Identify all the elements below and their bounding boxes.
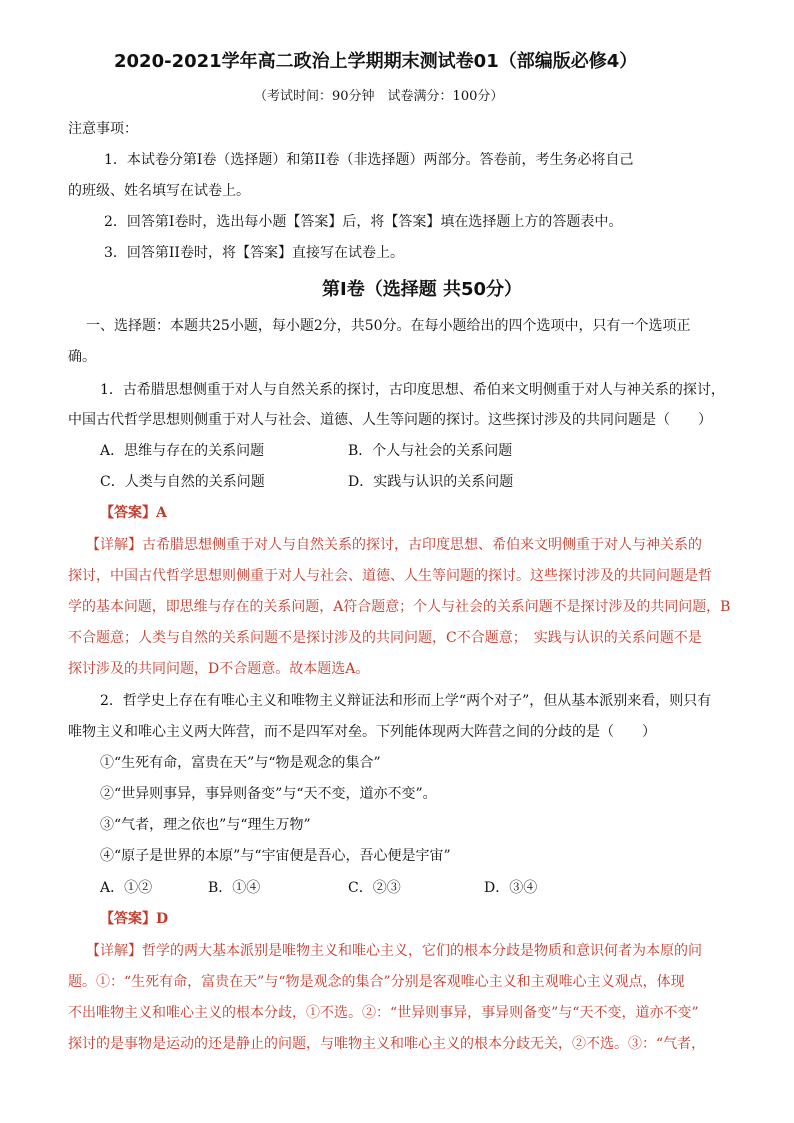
- explanation-line: 不合题意；人类与自然的关系问题不是探讨涉及的共同问题，C不合题意； 实践与认识的关系问题不是: [68, 630, 702, 646]
- notice-line: 的班级、姓名填写在试卷上。: [68, 183, 250, 199]
- statement-item: ③“气者，理之依也”与“理生万物”: [100, 817, 311, 833]
- statement-item: ①“生死有命，富贵在天”与“物是观念的集合”: [100, 755, 381, 771]
- explanation-line: 【详解】哲学的两大基本派别是唯物主义和唯心主义，它们的根本分歧是物质和意识何者为本原的问: [86, 943, 702, 959]
- explanation-line: 题。①：“生死有命，富贵在天”与“物是观念的集合”分别是客观唯心主义和主观唯心主义观点，体现: [68, 974, 685, 990]
- option-b: B．个人与社会的关系问题: [348, 443, 513, 459]
- explanation-line: 探讨的是事物是运动的还是静止的问题，与唯物主义和唯心主义的根本分歧无关，②不选。③：“气者，: [68, 1036, 706, 1052]
- question-stem: 中国古代哲学思想则侧重于对人与社会、道德、人生等问题的探讨。这些探讨涉及的共同问题是（ ）: [68, 412, 712, 428]
- option-b: B．①④: [208, 880, 261, 896]
- option-d: D．实践与认识的关系问题: [348, 474, 514, 490]
- option-c: C．②③: [348, 880, 401, 896]
- statement-item: ④“原子是世界的本原”与“宇宙便是吾心，吾心便是宇宙”: [100, 848, 451, 864]
- explanation-line: 【详解】古希腊思想侧重于对人与自然关系的探讨，古印度思想、希伯来文明侧重于对人与神关系的: [86, 537, 702, 553]
- option-c: C．人类与自然的关系问题: [100, 474, 265, 490]
- option-a: A．①②: [100, 880, 153, 896]
- answer-label: 【答案】D: [100, 911, 169, 927]
- instruction-line: 确。: [68, 349, 96, 365]
- explanation-line: 探讨涉及的共同问题，D不合题意。故本题选A。: [68, 661, 370, 677]
- instruction-line: 一、选择题：本题共25小题，每小题2分，共50分。在每小题给出的四个选项中，只有一个选项正: [86, 318, 691, 334]
- question-stem: 2．哲学史上存在有唯心主义和唯物主义辩证法和形而上学“两个对子”，但从基本派别来看，则只有: [100, 693, 712, 709]
- answer-label: 【答案】A: [100, 505, 167, 521]
- explanation-line: 探讨，中国古代哲学思想则侧重于对人与社会、道德、人生等问题的探讨。这些探讨涉及的共同问题是哲: [68, 568, 712, 584]
- option-a: A．思维与存在的关系问题: [100, 443, 265, 459]
- question-stem: 1．古希腊思想侧重于对人与自然关系的探讨，古印度思想、希伯来文明侧重于对人与神关系的探讨，: [100, 382, 725, 398]
- explanation-line: 学的基本问题，即思维与存在的关系问题，A符合题意；个人与社会的关系问题不是探讨涉及的共同问题，B: [68, 599, 731, 615]
- explanation-line: 不出唯物主义和唯心主义的根本分歧，①不选。②：“世异则事异，事异则备变”与“天不变，道亦不变”: [68, 1005, 699, 1021]
- question-stem: 唯物主义和唯心主义两大阵营，而不是四军对垒。下列能体现两大阵营之间的分歧的是（ ）: [68, 724, 656, 740]
- notice-line: 3．回答第II卷时，将【答案】直接写在试卷上。: [104, 245, 404, 261]
- section-title: 第I卷（选择题 共50分）: [322, 279, 523, 300]
- notice-heading: 注意事项：: [68, 121, 138, 137]
- statement-item: ②“世异则事异，事异则备变”与“天不变，道亦不变”。: [100, 786, 437, 802]
- page-title: 2020-2021学年高二政治上学期期末测试卷01（部编版必修4）: [114, 51, 638, 72]
- notice-line: 1．本试卷分第I卷（选择题）和第II卷（非选择题）两部分。答卷前，考生务必将自己: [104, 152, 634, 168]
- notice-line: 2．回答第I卷时，选出每小题【答案】后，将【答案】填在选择题上方的答题表中。: [104, 214, 623, 230]
- option-d: D．③④: [484, 880, 538, 896]
- exam-info: （考试时间：90分钟 试卷满分：100分）: [254, 89, 504, 104]
